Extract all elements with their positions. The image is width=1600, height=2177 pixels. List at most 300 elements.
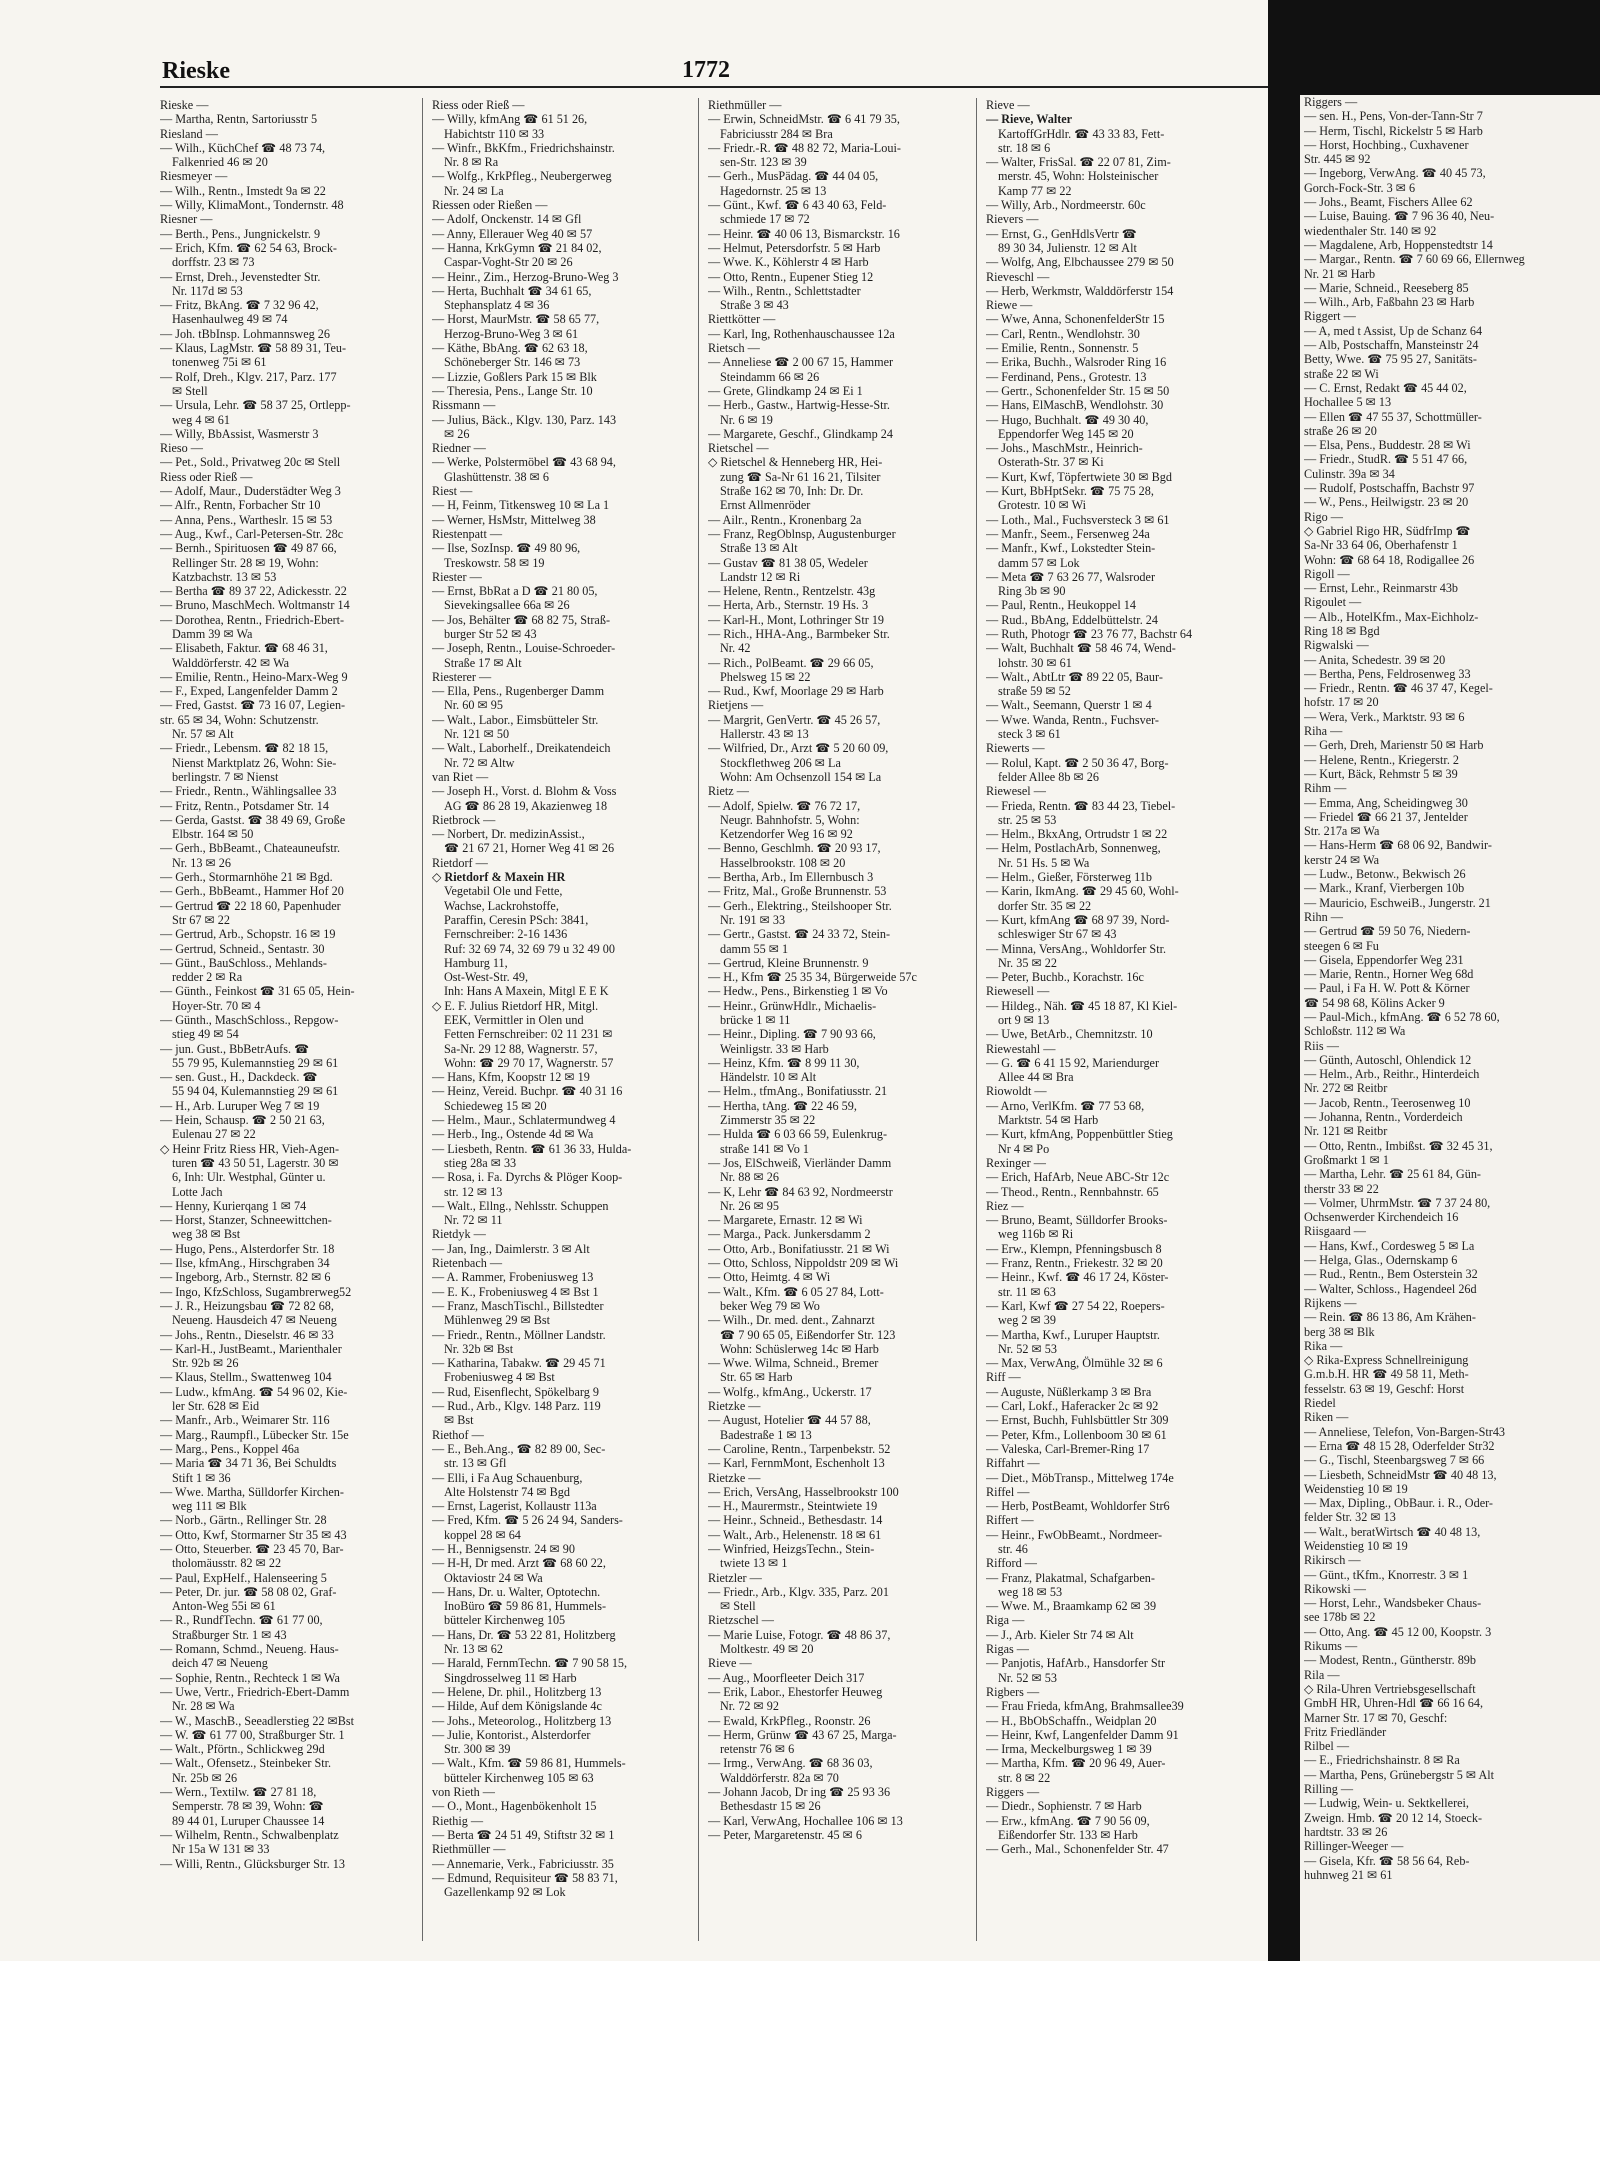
directory-entry: — Willy, kfmAng ☎ 61 51 26, [432, 112, 588, 127]
directory-entry: — Herm, Grünw ☎ 43 67 25, Marga- [708, 1727, 897, 1742]
entry-continuation: Nr. 72 ✉ 11 [444, 1213, 503, 1228]
directory-entry: — Karl-H., Mont, Lothringer Str 19 [708, 612, 885, 627]
directory-entry: — Otto, Heimtg. 4 ✉ Wi [708, 1270, 831, 1285]
directory-entry: — Erw., kfmAng. ☎ 7 90 56 09, [986, 1813, 1150, 1828]
directory-entry: — Käthe, BbAng. ☎ 62 63 18, [432, 341, 588, 356]
entry-continuation: Treskowstr. 58 ✉ 19 [444, 555, 545, 570]
adjacent-entry: — Walter, Schloss., Hagendeel 26d [1304, 1281, 1477, 1296]
entry-continuation: Nr. 8 ✉ Ra [444, 155, 499, 170]
directory-entry: — R., RundfTechn. ☎ 61 77 00, [160, 1613, 323, 1628]
entry-continuation: str. 46 [998, 1541, 1028, 1556]
directory-entry: — Helmut, Petersdorfstr. 5 ✉ Harb [708, 240, 881, 255]
directory-entry: — Loth., Mal., Fuchsversteck 3 ✉ 61 [986, 512, 1170, 527]
directory-entry: — Wilhelm, Rentn., Schwalbenplatz [160, 1827, 339, 1842]
entry-continuation: Alte Holstenstr 74 ✉ Bgd [444, 1484, 570, 1499]
adjacent-entry: Rilling — [1304, 1782, 1354, 1797]
directory-entry: — Heinr. ☎ 40 06 13, Bismarckstr. 16 [708, 226, 900, 241]
entry-continuation: Nr. 42 [720, 641, 751, 656]
adjacent-entry: — Wilh., Arb, Faßbahn 23 ✉ Harb [1304, 295, 1475, 310]
directory-entry: — Walt, Buchhalt ☎ 58 46 74, Wend- [986, 641, 1176, 656]
directory-entry: — Klaus, LagMstr. ☎ 58 89 31, Teu- [160, 341, 347, 356]
directory-entry: — Uwe, Vertr., Friedrich-Ebert-Damm [160, 1684, 350, 1699]
entry-continuation: str. 11 ✉ 63 [998, 1284, 1056, 1299]
adjacent-entry: — Marie, Rentn., Horner Weg 68d [1304, 967, 1474, 982]
directory-entry: — Heinr., Zim., Herzog-Bruno-Weg 3 [432, 269, 619, 284]
directory-entry: — Rieve, Walter [986, 112, 1073, 127]
surname-heading: Riesmeyer — [160, 169, 228, 184]
directory-entry: — Hildeg., Näh. ☎ 45 18 87, Kl Kiel- [986, 998, 1178, 1013]
adjacent-entry: — Ludw., Betonw., Bekwisch 26 [1304, 867, 1466, 882]
directory-entry: — Bruno, MaschMech. Woltmanstr 14 [160, 598, 350, 613]
directory-entry: — Walt., Pförtn., Schlickweg 29d [160, 1742, 325, 1757]
entry-continuation: Hamburg 11, [444, 955, 508, 970]
entry-continuation: stieg 49 ✉ 54 [172, 1027, 239, 1042]
directory-entry: — Norb., Gärtn., Rellinger Str. 28 [160, 1513, 327, 1528]
entry-continuation: Nr. 51 Hs. 5 ✉ Wa [998, 855, 1090, 870]
column-4 [986, 98, 1266, 1941]
directory-entry: — Emilie, Rentn., Heino-Marx-Weg 9 [160, 669, 348, 684]
adjacent-entry: — Kurt, Bäck, Rehmstr 5 ✉ 39 [1304, 766, 1458, 781]
adjacent-entry: Riggert — [1304, 309, 1356, 324]
directory-entry: — Hilde, Auf dem Königslande 4c [432, 1699, 602, 1714]
directory-entry: — Gertr., Gastst. ☎ 24 33 72, Stein- [708, 927, 891, 942]
directory-entry: — Erw., Klempn, Pfenningsbusch 8 [986, 1241, 1162, 1256]
directory-entry: — Peter, Buchb., Korachstr. 16c [986, 970, 1144, 985]
adjacent-entry: Nr. 272 ✉ Reitbr [1304, 1081, 1388, 1096]
directory-entry: — Herb., Ing., Ostende 4d ✉ Wa [432, 1127, 594, 1142]
entry-continuation: Nr. 52 ✉ 53 [998, 1670, 1057, 1685]
entry-continuation: Hasselbrookstr. 108 ✉ 20 [720, 855, 846, 870]
directory-entry: — Manfr., Arb., Weimarer Str. 116 [160, 1413, 330, 1428]
entry-continuation: Grotestr. 10 ✉ Wi [998, 498, 1087, 513]
entry-continuation: Oktaviostr 24 ✉ Wa [444, 1570, 543, 1585]
adjacent-entry: G.m.b.H. HR ☎ 49 58 11, Meth- [1304, 1367, 1469, 1382]
entry-continuation: Phelsweg 15 ✉ 22 [720, 669, 811, 684]
entry-continuation: Lotte Jach [172, 1184, 223, 1199]
entry-continuation: Wohn: Am Ochsenzoll 154 ✉ La [720, 769, 882, 784]
adjacent-entry: Rilbel — [1304, 1739, 1350, 1754]
directory-entry: ◇ Heinr Fritz Riess HR, Vieh-Agen- [160, 1141, 340, 1156]
directory-entry: — Friedr., Rentn., Wählingsallee 33 [160, 784, 337, 799]
entry-continuation: Osterath-Str. 37 ✉ Ki [998, 455, 1104, 470]
directory-entry: — Hedw., Pens., Birkenstieg 1 ✉ Vo [708, 984, 888, 999]
adjacent-entry: — Gisela, Eppendorfer Weg 231 [1304, 952, 1464, 967]
directory-entry: — Johann Jacob, Dr ing ☎ 25 93 36 [708, 1785, 891, 1800]
directory-entry: — Wwe. Wilma, Schneid., Bremer [708, 1356, 879, 1371]
directory-entry: — Theresia, Pens., Lange Str. 10 [432, 383, 593, 398]
directory-entry: — Friedr., Lebensm. ☎ 82 18 15, [160, 741, 329, 756]
directory-entry: — Pet., Sold., Privatweg 20c ✉ Stell [160, 455, 341, 470]
directory-entry: — Ernst, BbRat a D ☎ 21 80 05, [432, 584, 598, 599]
adjacent-entry: — Mauricio, EschweiB., Jungerstr. 21 [1304, 895, 1491, 910]
entry-continuation: Schiedeweg 15 ✉ 20 [444, 1098, 547, 1113]
directory-entry: — Johs., MaschMstr., Heinrich- [986, 441, 1143, 456]
entry-continuation: Nr 4 ✉ Po [998, 1141, 1050, 1156]
directory-entry: — H., Bennigsenstr. 24 ✉ 90 [432, 1541, 575, 1556]
directory-entry: — Otto, Steuerber. ☎ 23 45 70, Bar- [160, 1541, 344, 1556]
directory-entry: — Erich, Kfm. ☎ 62 54 63, Brock- [160, 240, 337, 255]
entry-continuation: ☎ 7 90 65 05, Eißendorfer Str. 123 [720, 1327, 896, 1342]
surname-heading: Riethig — [432, 1813, 484, 1828]
directory-entry: — Heinz, Vereid. Buchpr. ☎ 40 31 16 [432, 1084, 623, 1099]
directory-entry: — Willy, BbAssist, Wasmerstr 3 [160, 426, 319, 441]
directory-entry: — Willy, Arb., Nordmeerstr. 60c [986, 198, 1146, 213]
surname-heading: Riedner — [432, 441, 486, 456]
entry-continuation: twiete 13 ✉ 1 [720, 1556, 788, 1571]
surname-heading: Riffahrt — [986, 1456, 1040, 1471]
surname-heading: von Rieth — [432, 1785, 495, 1800]
directory-entry: — G. ☎ 6 41 15 92, Mariendurger [986, 1055, 1160, 1070]
directory-entry: — Hugo, Buchhalt. ☎ 49 30 40, [986, 412, 1149, 427]
directory-entry: — Uwe, BetArb., Chemnitzstr. 10 [986, 1027, 1153, 1042]
directory-entry: — Willi, Rentn., Glücksburger Str. 13 [160, 1856, 345, 1871]
directory-entry: — Hulda ☎ 6 03 66 59, Eulenkrug- [708, 1127, 888, 1142]
entry-continuation: zung ☎ Sa-Nr 61 16 21, Tilsiter [720, 469, 881, 484]
page-header [0, 0, 1268, 95]
adjacent-entry: Riis — [1304, 1038, 1339, 1053]
surname-heading: Rietzke — [708, 1470, 761, 1485]
entry-continuation: Nr. 88 ✉ 26 [720, 1170, 779, 1185]
entry-continuation: Nr. 72 ✉ Altw [444, 755, 515, 770]
adjacent-entry: Wohn: ☎ 68 64 18, Rodigallee 26 [1304, 552, 1475, 567]
entry-continuation: brücke 1 ✉ 11 [720, 1013, 791, 1027]
entry-continuation: Bethesdastr 15 ✉ 26 [720, 1799, 821, 1814]
directory-entry: — Max, VerwAng, Ölmühle 32 ✉ 6 [986, 1356, 1163, 1371]
surname-heading: Riethof — [432, 1427, 484, 1442]
surname-heading: Rexinger — [986, 1155, 1046, 1170]
directory-entry: — Helm., tfmAng., Bonifatiusstr. 21 [708, 1084, 888, 1099]
adjacent-entry: — Ernst, Lehr., Reinmarstr 43b [1304, 581, 1459, 596]
surname-heading: Riowoldt — [986, 1084, 1047, 1099]
directory-entry: — Otto, Arb., Bonifatiusstr. 21 ✉ Wi [708, 1241, 890, 1256]
entry-continuation: Habichtstr 110 ✉ 33 [444, 126, 545, 141]
directory-entry: — Günth., Feinkost ☎ 31 65 05, Hein- [160, 984, 355, 999]
adjacent-entry: — Horst, Hochbing., Cuxhavener [1304, 137, 1469, 152]
directory-entry: — Heinz, Kfm. ☎ 8 99 11 30, [708, 1055, 860, 1070]
surname-heading: Riewestahl — [986, 1041, 1056, 1056]
directory-entry: — Hugo, Pens., Alsterdorfer Str. 18 [160, 1241, 335, 1256]
entry-continuation: Händelstr. 10 ✉ Alt [720, 1070, 817, 1085]
directory-entry: — Irma, Meckelburgsweg 1 ✉ 39 [986, 1742, 1152, 1757]
surname-heading: Rietenbach — [432, 1256, 503, 1271]
directory-entry: — H., Maurermstr., Steintwiete 19 [708, 1499, 878, 1514]
adjacent-entry: — Otto, Ang. ☎ 45 12 00, Koopstr. 3 [1304, 1624, 1492, 1639]
adjacent-entry: — Paul, i Fa H. W. Pott & Körner [1304, 981, 1470, 996]
adjacent-entry: ◇ Gabriel Rigo HR, SüdfrImp ☎ [1304, 523, 1471, 538]
adjacent-entry: see 178b ✉ 22 [1304, 1610, 1376, 1625]
directory-entry: — Peter, Dr. jur. ☎ 58 08 02, Graf- [160, 1584, 337, 1599]
directory-entry: — Otto, Kwf, Stormarner Str 35 ✉ 43 [160, 1527, 347, 1542]
directory-entry: — Gerh., MusPädag. ☎ 44 04 05, [708, 169, 879, 184]
adjacent-entry: — Johs., Beamt, Fischers Allee 62 [1304, 195, 1473, 210]
directory-entry: — Peter, Margaretenstr. 45 ✉ 6 [708, 1827, 863, 1842]
entry-continuation: straße 59 ✉ 52 [998, 684, 1071, 699]
entry-continuation: EEK, Vermittler in Olen und [444, 1013, 584, 1027]
directory-entry: — Klaus, Stellm., Swattenweg 104 [160, 1370, 332, 1385]
directory-entry: — H, Feinm, Titkensweg 10 ✉ La 1 [432, 498, 610, 513]
surname-heading: Riffel — [986, 1484, 1030, 1499]
adjacent-entry: — Alb., HotelKfm., Max-Eichholz- [1304, 609, 1479, 624]
directory-entry: — sen. Gust., H., Dackdeck. ☎ [160, 1070, 318, 1085]
directory-entry: — Rolf, Dreh., Klgv. 217, Parz. 177 [160, 369, 337, 384]
entry-continuation: weg 2 ✉ 39 [998, 1313, 1056, 1328]
entry-continuation: ✉ Stell [172, 383, 208, 398]
surname-heading: van Riet — [432, 769, 489, 784]
adjacent-entry: Rihm — [1304, 781, 1347, 796]
adjacent-entry: Marner Str. 17 ✉ 70, Geschf: [1304, 1710, 1448, 1725]
directory-entry: — Arno, VerlKfm. ☎ 77 53 68, [986, 1098, 1145, 1113]
directory-entry: — Ursula, Lehr. ☎ 58 37 25, Ortlepp- [160, 398, 351, 413]
directory-entry: — Wolfg., KrkPfleg., Neubergerweg [432, 169, 612, 184]
directory-entry: — Martha, Rentn, Sartoriusstr 5 [160, 112, 318, 127]
surname-heading: Riez — [986, 1198, 1024, 1213]
directory-entry: — Otto, Rentn., Eupener Stieg 12 [708, 269, 874, 284]
adjacent-entry: — Gerh, Dreh, Marienstr 50 ✉ Harb [1304, 738, 1484, 753]
adjacent-entry: Rila — [1304, 1667, 1340, 1682]
adjacent-page-column [1300, 95, 1594, 1961]
running-head: Rieske [162, 58, 230, 84]
adjacent-entry: Großmarkt 1 ✉ 1 [1304, 1152, 1390, 1167]
adjacent-entry: Rikirsch — [1304, 1553, 1361, 1568]
surname-heading: Rietzler — [708, 1570, 762, 1585]
directory-entry: — Wwe. Wanda, Rentn., Fuchsver- [986, 712, 1159, 727]
entry-continuation: Str. 300 ✉ 39 [444, 1742, 511, 1757]
entry-continuation: Ernst Allmenröder [720, 498, 811, 513]
entry-continuation: Ost-West-Str. 49, [444, 970, 528, 985]
directory-entry: — Aug., Moorfleeter Deich 317 [708, 1670, 865, 1685]
directory-entry: — Margarete, Ernastr. 12 ✉ Wi [708, 1213, 863, 1228]
directory-entry: — Manfr., Seem., Fersenweg 24a [986, 526, 1150, 541]
directory-entry: — Hein, Schausp. ☎ 2 50 21 63, [160, 1113, 325, 1128]
surname-heading: Riewesell — [986, 984, 1050, 999]
entry-continuation: Ruf: 32 69 74, 32 69 79 u 32 49 00 [444, 941, 615, 956]
directory-entry: — Manfr., Kwf., Lokstedter Stein- [986, 541, 1156, 556]
directory-entry: — Helene, Rentn., Rentzelstr. 43g [708, 584, 876, 599]
directory-entry: — W., MaschB., Seeadlerstieg 22 ✉Bst [160, 1713, 355, 1728]
adjacent-entry: Weidenstieg 10 ✉ 19 [1304, 1538, 1408, 1553]
directory-entry: — Winfr., BkKfm., Friedrichshainstr. [432, 140, 615, 155]
surname-heading: Rieve — [708, 1656, 752, 1671]
adjacent-entry: — Johanna, Rentn., Vorderdeich [1304, 1110, 1463, 1125]
entry-continuation: weg 4 ✉ 61 [172, 412, 230, 427]
adjacent-entry: — C. Ernst, Redakt ☎ 45 44 02, [1304, 380, 1467, 395]
directory-entry: — Erich, VersAng, Hasselbrookstr 100 [708, 1484, 899, 1499]
directory-entry: — Johs., Rentn., Dieselstr. 46 ✉ 33 [160, 1327, 334, 1342]
entry-continuation: Nr. 191 ✉ 33 [720, 912, 786, 927]
adjacent-entry: Rillinger-Weeger — [1304, 1839, 1404, 1854]
directory-entry: — Norbert, Dr. medizinAssist., [432, 827, 585, 842]
adjacent-entry: — Liesbeth, SchneidMstr ☎ 40 48 13, [1304, 1467, 1497, 1482]
entry-continuation: Str. 65 ✉ Harb [720, 1370, 793, 1385]
directory-entry: — Ludw., kfmAng. ☎ 54 96 02, Kie- [160, 1384, 348, 1399]
entry-continuation: deich 47 ✉ Neueng [172, 1656, 268, 1671]
entry-continuation: Frobeniusweg 4 ✉ Bst [444, 1370, 555, 1385]
directory-entry: — Walt., Ellng., Nehlsstr. Schuppen [432, 1198, 609, 1213]
entry-continuation: Steindamm 66 ✉ 26 [720, 369, 820, 384]
entry-continuation: Nr 15a W 131 ✉ 33 [172, 1842, 270, 1857]
directory-entry: — Erik, Labor., Ehestorfer Heuweg [708, 1684, 883, 1699]
entry-continuation: Fernschreiber: 2-16 1436 [444, 927, 568, 942]
adjacent-entry: Riisgaard — [1304, 1224, 1366, 1239]
directory-entry: — Friedr.-R. ☎ 48 82 72, Maria-Loui- [708, 140, 901, 155]
directory-entry: — Heinr., Schneid., Bethesdastr. 14 [708, 1513, 883, 1528]
directory-entry: — Kurt, kfmAng ☎ 68 97 39, Nord- [986, 912, 1170, 927]
directory-entry: — Wwe. Martha, Sülldorfer Kirchen- [160, 1484, 344, 1499]
entry-continuation: Gazellenkamp 92 ✉ Lok [444, 1885, 566, 1900]
directory-entry: — Frieda, Rentn. ☎ 83 44 23, Tiebel- [986, 798, 1176, 813]
directory-entry: — Herb, Werkmstr, Walddörferstr 154 [986, 283, 1174, 298]
adjacent-entry: berg 38 ✉ Blk [1304, 1324, 1375, 1339]
directory-entry: — Ingeborg, Arb., Sternstr. 82 ✉ 6 [160, 1270, 331, 1285]
directory-entry: — Gerh., BbBeamt., Hammer Hof 20 [160, 884, 344, 899]
entry-continuation: 89 44 01, Luruper Chaussee 14 [172, 1813, 325, 1828]
entry-continuation: ort 9 ✉ 13 [998, 1013, 1050, 1027]
entry-continuation: Eulenau 27 ✉ 22 [172, 1127, 256, 1142]
entry-continuation: Nr. 121 ✉ 50 [444, 727, 510, 742]
entry-continuation: Nr. 32b ✉ Bst [444, 1341, 514, 1356]
directory-entry: — Martha, Kwf., Luruper Hauptstr. [986, 1327, 1160, 1342]
directory-entry: — Irmg., VerwAng. ☎ 68 36 03, [708, 1756, 873, 1771]
entry-continuation: Falkenried 46 ✉ 20 [172, 155, 268, 170]
directory-entry: — Gerh., Elektring., Steilshooper Str. [708, 898, 892, 913]
adjacent-entry: — Volmer, UhrmMstr. ☎ 7 37 24 80, [1304, 1195, 1491, 1210]
directory-entry: — Theod., Rentn., Rennbahnstr. 65 [986, 1184, 1159, 1199]
directory-entry: — Marie Luise, Fotogr. ☎ 48 86 37, [708, 1627, 891, 1642]
directory-entry: — Walt., Kfm. ☎ 59 86 81, Hummels- [432, 1756, 626, 1771]
directory-entry: — Diet., MöbTransp., Mittelweg 174e [986, 1470, 1174, 1485]
entry-continuation: Ring 3b ✉ 90 [998, 584, 1066, 599]
directory-entry: — Katharina, Tabakw. ☎ 29 45 71 [432, 1356, 606, 1371]
surname-heading: Rieveschl — [986, 269, 1050, 284]
adjacent-entry: Fritz Friedländer [1304, 1724, 1387, 1739]
directory-entry: — Peter, Kfm., Lollenboom 30 ✉ 61 [986, 1427, 1167, 1442]
entry-continuation: str. 18 ✉ 6 [998, 140, 1051, 155]
entry-continuation: 55 79 95, Kulemannstieg 29 ✉ 61 [172, 1055, 339, 1070]
directory-entry: — Valeska, Carl-Bremer-Ring 17 [986, 1441, 1150, 1456]
directory-entry: — Karl, FernmMont, Eschenholt 13 [708, 1456, 885, 1471]
directory-entry: — Franz, MaschTischl., Billstedter [432, 1298, 604, 1313]
entry-continuation: Marktstr. 54 ✉ Harb [998, 1113, 1099, 1128]
directory-entry: — Walt., Arb., Helenenstr. 18 ✉ 61 [708, 1527, 882, 1542]
directory-entry: — E. K., Frobeniusweg 4 ✉ Bst 1 [432, 1284, 599, 1299]
entry-continuation: tonenweg 75i ✉ 61 [172, 355, 267, 370]
directory-entry: — Hans, ElMaschB, Wendlohstr. 30 [986, 398, 1164, 413]
surname-heading: Rievers — [986, 212, 1039, 227]
surname-heading: Riestenpatt — [432, 526, 503, 541]
entry-continuation: Ketzendorfer Weg 16 ✉ 92 [720, 827, 853, 842]
entry-continuation: Nienst Marktplatz 26, Wohn: Sie- [172, 755, 337, 770]
entry-continuation: Badestraße 1 ✉ 13 [720, 1427, 812, 1442]
directory-entry: — Rich., PolBeamt. ☎ 29 66 05, [708, 655, 874, 670]
directory-entry: — Jan, Ing., Daimlerstr. 3 ✉ Alt [432, 1241, 590, 1256]
entry-continuation: Paraffin, Ceresin PSch: 3841, [444, 912, 589, 927]
adjacent-entry: — Otto, Rentn., Imbißst. ☎ 32 45 31, [1304, 1138, 1493, 1153]
entry-continuation: 55 94 04, Kulemannstieg 29 ✉ 61 [172, 1084, 339, 1099]
entry-continuation: ☎ 21 67 21, Horner Weg 41 ✉ 26 [444, 841, 615, 856]
surname-heading: Rietz — [708, 784, 749, 799]
directory-entry: — Helene, Dr. phil., Holitzberg 13 [432, 1684, 602, 1699]
directory-entry: — Helm, PostlachArb, Sonnenweg, [986, 841, 1161, 856]
entry-continuation: AG ☎ 86 28 19, Akazienweg 18 [444, 798, 608, 813]
adjacent-entry: Rika — [1304, 1338, 1343, 1353]
entry-continuation: Hagedornstr. 25 ✉ 13 [720, 183, 827, 198]
entry-continuation: berlingstr. 7 ✉ Nienst [172, 769, 279, 784]
directory-entry: — Karl, VerwAng, Hochallee 106 ✉ 13 [708, 1813, 903, 1828]
adjacent-entry: Rijkens — [1304, 1295, 1357, 1310]
entry-continuation: schmiede 17 ✉ 72 [720, 212, 810, 227]
entry-continuation: Wohn: Schüslerweg 14c ✉ Harb [720, 1341, 879, 1356]
adjacent-entry: — Anneliese, Telefon, Von-Bargen-Str43 [1304, 1424, 1506, 1439]
adjacent-entry: — Margar., Rentn. ☎ 7 60 69 66, Ellernweg [1304, 252, 1525, 267]
adjacent-entry: Ring 18 ✉ Bgd [1304, 623, 1380, 638]
entry-continuation: dorfer Str. 35 ✉ 22 [998, 898, 1092, 913]
directory-entry: — Ernst, G., GenHdlsVertr ☎ [986, 226, 1137, 241]
entry-continuation: Katzbachstr. 13 ✉ 53 [172, 569, 277, 584]
adjacent-entry: Rigwalski — [1304, 638, 1369, 653]
adjacent-entry: — E., Friedrichshainstr. 8 ✉ Ra [1304, 1753, 1460, 1768]
adjacent-entry: — Bertha, Pens, Feldrosenweg 33 [1304, 666, 1471, 681]
directory-entry: — Adolf, Onckenstr. 14 ✉ Gfl [432, 212, 582, 227]
adjacent-entry: — Max, Dipling., ObBaur. i. R., Oder- [1304, 1496, 1493, 1511]
adjacent-entry: straße 26 ✉ 20 [1304, 423, 1377, 438]
adjacent-entry: — Erna ☎ 48 15 28, Oderfelder Str32 [1304, 1438, 1495, 1453]
directory-entry: — Gertrud, Schneid., Sentastr. 30 [160, 941, 325, 956]
directory-entry: — H-H, Dr med. Arzt ☎ 68 60 22, [432, 1556, 606, 1571]
entry-continuation: Sa-Nr. 29 12 88, Wagnerstr. 57, [444, 1041, 598, 1056]
entry-continuation: Anton-Weg 55i ✉ 61 [172, 1599, 276, 1614]
entry-continuation: beker Weg 79 ✉ Wo [720, 1298, 820, 1313]
directory-entry: str. 65 ✉ 34, Wohn: Schutzenstr. [160, 712, 319, 727]
entry-continuation: Nr. 13 ✉ 26 [172, 855, 231, 870]
adjacent-entry: — Helm., Arb., Reithr., Hinterdeich [1304, 1067, 1480, 1082]
directory-entry: — J., Arb. Kieler Str 74 ✉ Alt [986, 1627, 1134, 1642]
directory-entry: ◇ Rietschel & Henneberg HR, Hei- [708, 455, 883, 470]
adjacent-entry: — Ingeborg, VerwAng. ☎ 40 45 73, [1304, 166, 1486, 181]
surname-heading: Riettkötter — [708, 312, 776, 327]
surname-heading: Riessen oder Rießen — [432, 198, 548, 213]
adjacent-entry: — Friedr., StudR. ☎ 5 51 47 66, [1304, 452, 1468, 467]
directory-entry: — Ernst, Dreh., Jevenstedter Str. [160, 269, 321, 284]
directory-entry: — Wwe. K., Köhlerstr 4 ✉ Harb [708, 255, 869, 270]
directory-entry: — Hans, Dr. ☎ 53 22 81, Holitzberg [432, 1627, 616, 1642]
adjacent-entry: Str. 445 ✉ 92 [1304, 152, 1371, 167]
directory-entry: — Ilse, SozInsp. ☎ 49 80 96, [432, 541, 581, 556]
directory-entry: — Fred, Kfm. ☎ 5 26 24 94, Sanders- [432, 1513, 623, 1528]
adjacent-entry: GmbH HR, Uhren-Hdl ☎ 66 16 64, [1304, 1696, 1484, 1711]
entry-continuation: ✉ 26 [444, 426, 470, 441]
adjacent-entry: huhnweg 21 ✉ 61 [1304, 1867, 1393, 1882]
entry-continuation: Nr. 72 ✉ 92 [720, 1699, 779, 1714]
surname-heading: Rigbers — [986, 1684, 1040, 1699]
adjacent-entry: Betty, Wwe. ☎ 75 95 27, Sanitäts- [1304, 352, 1477, 367]
surname-heading: Riga — [986, 1613, 1025, 1628]
directory-entry: — Walter, FrisSal. ☎ 22 07 81, Zim- [986, 155, 1171, 170]
directory-entry: — Hanna, KrkGymn ☎ 21 84 02, [432, 240, 602, 255]
directory-entry: — Hans, Dr. u. Walter, Optotechn. [432, 1584, 601, 1599]
directory-entry: — Fred, Gastst. ☎ 73 16 07, Legien- [160, 698, 346, 713]
adjacent-entry: — Hans, Kwf., Cordesweg 5 ✉ La [1304, 1238, 1475, 1253]
surname-heading: Riethmüller — [432, 1842, 506, 1857]
directory-entry: — Horst, Stanzer, Schneewittchen- [160, 1213, 332, 1228]
directory-entry: — Hertha, tAng. ☎ 22 46 59, [708, 1098, 857, 1113]
adjacent-entry: — Ellen ☎ 47 55 37, Schottmüller- [1304, 409, 1482, 424]
surname-heading: Riewerts — [986, 741, 1045, 756]
entry-continuation: Zimmerstr 35 ✉ 22 [720, 1113, 816, 1128]
adjacent-entry: — Walt., beratWirtsch ☎ 40 48 13, [1304, 1524, 1481, 1539]
adjacent-entry: Weidenstieg 10 ✉ 19 [1304, 1481, 1408, 1496]
directory-entry: — Kurt, BbHptSekr. ☎ 75 75 28, [986, 484, 1154, 499]
entry-continuation: Nr. 57 ✉ Alt [172, 727, 234, 742]
